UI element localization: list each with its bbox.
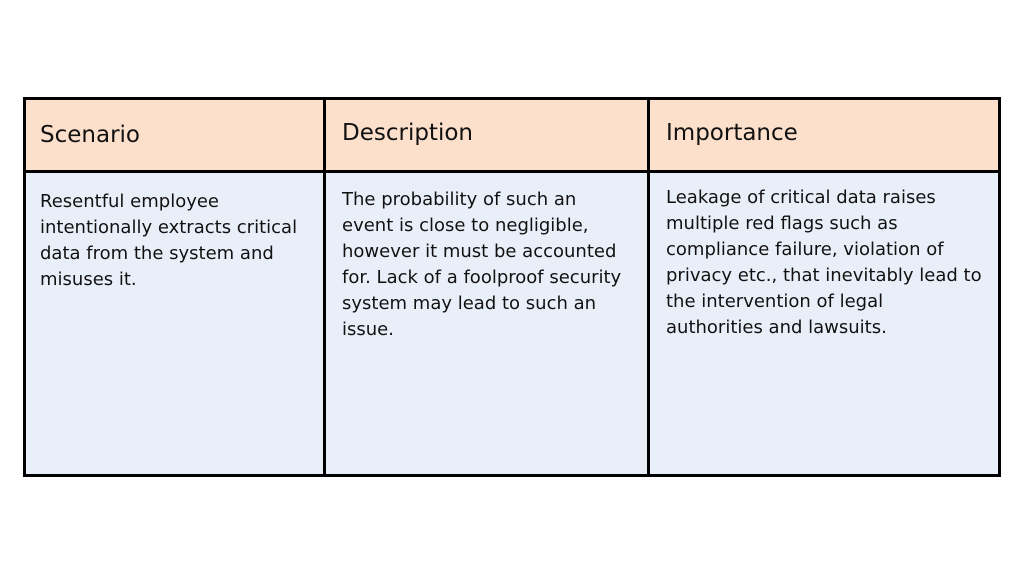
header-scenario: Scenario [26,100,326,173]
cell-importance: Leakage of critical data raises multiple red flags such as compliance failure, violation of privacy etc., that inevitably lead to the intervention of legal authorities and lawsuits. [650,173,998,474]
header-importance: Importance [650,100,998,173]
cell-description: The probability of such an event is close to negligible, however it must be accounted for. Lack of a foolproof security system may lead to such an issue. [326,173,650,474]
header-description: Description [326,100,650,173]
scenario-table [23,97,1001,477]
cell-scenario: Resentful employee intentionally extracts critical data from the system and misuses it. [26,173,326,474]
